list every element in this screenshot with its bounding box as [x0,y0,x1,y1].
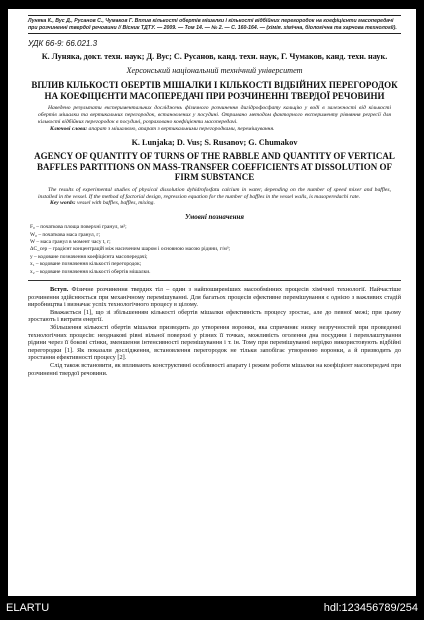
paragraph: Збільшення кількості обертів мішалки призводить до утворення воронки, яка спричиняє низку незручностей при проведенні технологічних процесів: неоднакові рівні вільної поверхні у різних її точках, можливість оголення дна посудини і перевлаштування рідини через її бокові стінки, зменшення інтенсивності перемішування і т. ін. Тому при перемішуванні нерідко використовують відбійні перегородки [1]. Як показали дослідження, встановлення перегородок не тільки запобігає утворенню воронки, а й призводить до зростання ефективності процесу [2]. [28,324,401,362]
keywords-label: Key words: [50,200,76,207]
intro-label: Вступ. [50,286,69,294]
authors-ukrainian: К. Луняка, докт. техн. наук; Д. Вус; С. Русанов, канд. техн. наук, Г. Чумаков, канд. техн. наук. [41,52,388,62]
notation-item: W – маса гранул в момент часу t, г; [30,239,111,246]
keywords-label: Ключові слова: [50,125,88,132]
notation-item: W₀ – початкова маса гранул, г; [30,231,101,238]
abstract-ukrainian: Наведено результати експериментальних досліджень фізичного розчинення дигідрофосфату кальцію у воді в залежності від кількості обертів мішалки та вертикальних перегородок, встановлених у посудині. Отримано методом факторного експерименту рівняння регресії для кількості відбійних перегородок в посудині, розраховано коефіцієнти масопередачі. [38,105,391,125]
notation-item: F₀ – початкова площа поверхні гранул, м²; [30,224,127,231]
footer-source-label: ELARTU [6,602,50,614]
notation-item: y – кодоване позначення коефіцієнта масопередачі; [30,253,148,260]
footer-handle: hdl:123456789/254 [323,602,418,614]
paragraph: Слід також встановити, як впливають конструктивні особливості апарату і режим роботи мішалки на коефіцієнт масопередачі при розчиненні твердої речовини. [28,362,401,377]
abstract-english: The results of experimental studies of physical dissolution dyhidrofosfatu calcium in water, depending on the number of speed mixer and baffles, installed in the vessel. If the method of factorial design, regression equation for the number of baffles in the vessel walls, is masoperedachi rate. [38,186,391,200]
affiliation: Херсонський національний технічний університет [126,66,303,76]
paragraph: Вважається [1], що зі збільшенням кількості обертів мішалки ефективність процесу зростає, але до певної межі; при цьому зростають і витрати енергії. [28,308,401,324]
title-ukrainian: ВПЛИВ КІЛЬКОСТІ ОБЕРТІВ МІШАЛКИ І КІЛЬКОСТІ ВІДБІЙНИХ ПЕРЕГОРОДОК НА КОЕФІЦІЄНТИ МАСОПЕРЕДАЧІ ПРИ РОЗЧИНЕННІ ТВЕРДОЇ РЕЧОВИНИ [31,80,398,101]
title-english: AGENCY OF QUANTITY OF TURNS OF THE RABBLE AND QUANTITY OF VERTICAL BAFFLES PARTITIONS ON MASS-TRANSFER COEFFICIENTS AT DISSOLUTION OF FIRM SUBSTANCE [34,151,395,183]
keywords-english [38,200,391,207]
paragraph-text: Фізичне розчинення твердих тіл – один з найпоширеніших масообмінних процесів хімічної технології. Найчастіше розчинення здійснюється при механічному перемішуванні. Для багатьох процесів ефективне перемішування є однією з важливих стадій виробництва і визначає успіх технологічного процесу в цілому. [28,286,401,309]
citation-box: Луняка К., Вус Д., Русанов С., Чумаков Г. Вплив кількості обертів мішалки і кількості відбійних перегородок на коефіцієнти масопередачі при розчиненні твердої речовини // Вісник ТДТУ. — 2009. — Том 14. — № 2. — С. 160-164. — (хімія. хімічна, біологічна та харчова технології). [28,15,401,34]
keywords-text: апарат з мішалкою, апарат з вертикальними перегородками, перемішування. [87,125,275,132]
paragraph [28,286,401,309]
footer-bar [0,598,424,620]
notation-list [28,224,401,276]
notation-item: ΔC_cep – градієнт концентрацій між насиченим шаром і основною масою рідини, г/м³; [30,246,230,253]
keywords-ukrainian [38,126,391,133]
authors-english: K. Lunjaka; D. Vus; S. Rusanov; G. Chumakov [131,138,298,148]
udk-code: УДК 66-9: 66.021.3 [28,39,98,49]
keywords-text: vessel with baffles, baffles, mixing. [75,200,155,207]
notation-item: x₁ – кодоване позначення кількості перегородок; [30,261,142,268]
notation-item: x₂ – кодоване позначення кількості обертів мішалки. [30,268,151,275]
divider [28,280,401,281]
paper-page [8,9,416,596]
body-text [28,286,401,377]
notation-heading: Умовні позначення [184,213,244,222]
